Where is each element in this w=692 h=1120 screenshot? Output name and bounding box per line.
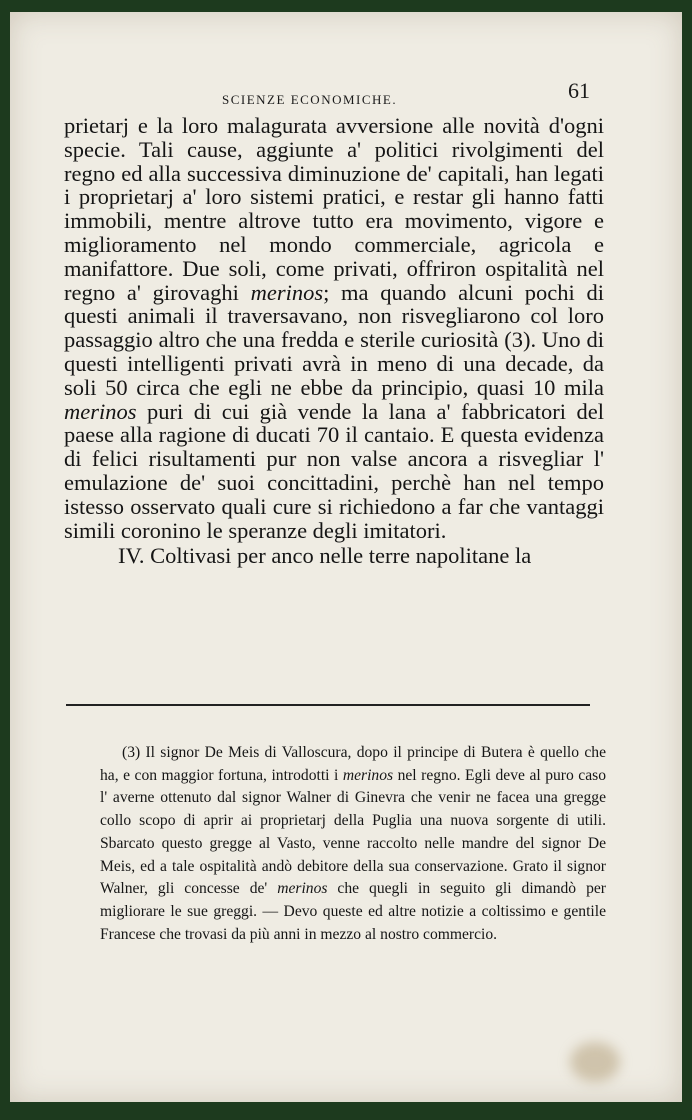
footnote-text: che quegli in seguito gli dimandò per migliorare le sue greggi. — Devo queste ed altre notizie a coltissimo e gentile Francese che trovasi da più anni in mezzo al nostro commercio.	[100, 880, 606, 943]
paper-stain	[570, 1042, 620, 1082]
page-header	[70, 78, 590, 108]
footnote-text: (3) Il signor De Meis di Valloscura, dopo il principe di Butera è quello che ha, e con maggior fortuna, introdotti i	[100, 744, 606, 784]
footnote-text: nel regno. Egli deve al puro caso l' averne ottenuto dal signor Walner di Ginevra che venir ne facea una gregge collo scopo di aprir ai proprietarj della Puglia una nuova sorgente di utili. Sbarcato questo gregge al Vasto, venne raccolto nelle mandre del signor De Meis, ed a tale ospitalità andò debitore della sua conservazione. Grato il signor Walner, gli concesse de'	[100, 766, 606, 898]
italic-term: merinos	[64, 398, 137, 424]
text-run: ; ma quando alcuni pochi di questi animali il traversavano, non risvegliarono col loro passaggio altro che una fredda e sterile curiosità (3). Uno di questi intelligenti privati avrà in meno di una decade, da soli 50 circa che egli ne ebbe da principio, quasi 10 mila	[64, 279, 604, 400]
running-head: SCIENZE ECONOMICHE.	[222, 92, 398, 107]
paragraph-section-iv: IV. Coltivasi per anco nelle terre napolitane la	[118, 543, 532, 569]
footnote	[100, 742, 606, 946]
italic-term: merinos	[277, 880, 328, 898]
italic-term: merinos	[342, 766, 394, 784]
main-text	[64, 114, 604, 568]
footnote-rule	[66, 704, 590, 706]
paragraph	[64, 114, 604, 542]
italic-term: merinos	[250, 279, 324, 305]
book-page	[10, 12, 682, 1102]
text-run: puri di cui già vende la lana a' fabbricatori del paese alla ragione di ducati 70 il cantaio. E questa evidenza di felici risultamenti pur non valse ancora a risvegliar l' emulazione de' suoi concittadini, perchè han nel tempo istesso osservato quali cure si richiedono a far che vantaggi simili coronino le speranze degli imitatori.	[64, 398, 604, 543]
page-number: 61	[568, 78, 590, 103]
text-run: prietarj e la loro malagurata avversione alle novità d'ogni specie. Tali cause, aggiunte a' politici rivolgimenti del regno ed alla successiva diminuzione de' capitali, han legati i proprietarj a' loro sistemi pratici, e restar gli hanno fatti immobili, mentre altrove tutto era movimento, vigore e miglioramento nel mondo commerciale, agricola e manifattore. Due soli, come privati, offriron ospitalità nel regno a' girovaghi	[64, 113, 604, 305]
